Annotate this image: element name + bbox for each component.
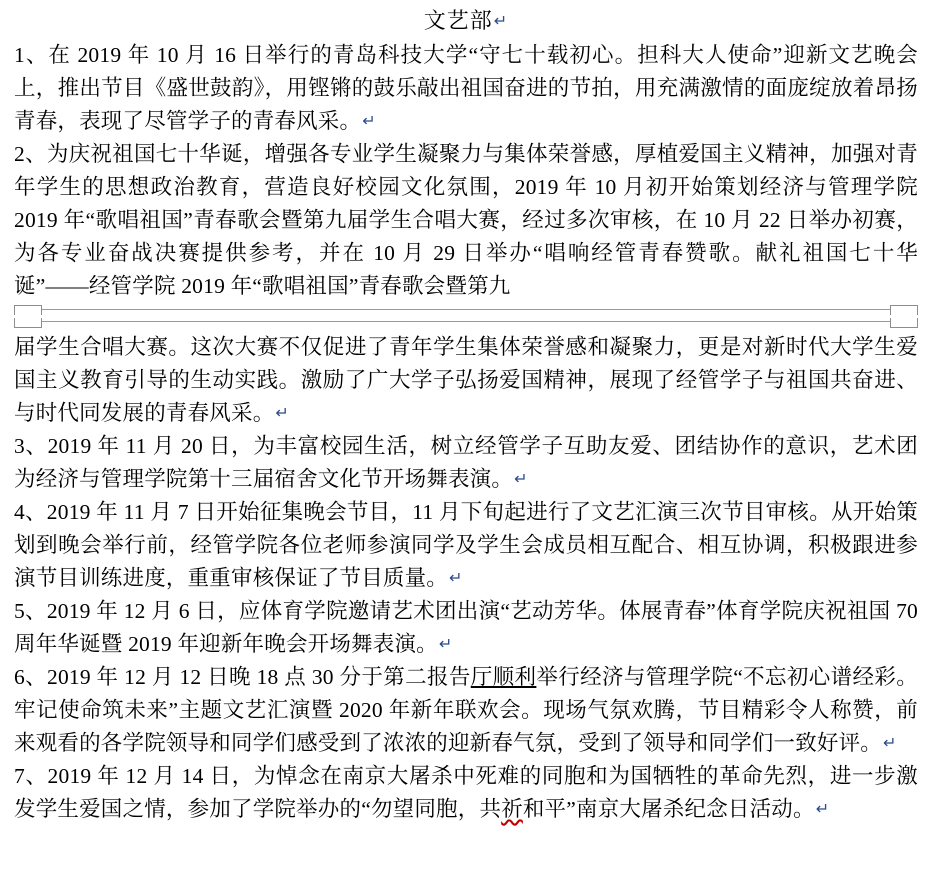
paragraph-5 xyxy=(14,595,918,661)
pilcrow-mark: ↵ xyxy=(438,636,453,653)
paragraph-4 xyxy=(14,496,918,595)
paragraph-segment: 6、2019 年 12 月 12 日晚 18 点 30 分于第二报告 xyxy=(14,665,471,689)
pilcrow-mark: ↵ xyxy=(514,471,528,488)
paragraph-segment: 和平”南京大屠杀纪念日活动。 xyxy=(522,797,815,821)
paragraph-1 xyxy=(14,39,918,138)
page-title-text: 文艺部 xyxy=(423,8,493,33)
margin-mark-top-left xyxy=(14,305,42,315)
pilcrow-mark: ↵ xyxy=(883,735,897,752)
paragraph-segment-spell-error: 祈 xyxy=(501,797,523,821)
paragraph-7 xyxy=(14,760,918,826)
paragraph-3 xyxy=(14,430,918,496)
page-title xyxy=(14,6,918,37)
paragraph-text: 2、为庆祝祖国七十华诞，增强各专业学生凝聚力与集体荣誉感，厚植爱国主义精神，加强对青年学生的思想政治教育，营造良好校园文化氛围，2019 年 10 月初开始策划经济与管理学院 2019 年“歌唱祖国”青春歌会暨第九届学生合唱大赛，经过多次审核，在 10 月 22 日举办初赛，为各专业奋战决赛提供参考，并在 10 月 29 日举办“唱响经管青春赞歌。献礼祖国七十华诞”——经管学院 2019 年“歌唱祖国”青春歌会暨第九 xyxy=(14,142,918,298)
margin-mark-top-right xyxy=(890,305,918,315)
paragraph-2-part-2 xyxy=(14,331,918,430)
paragraph-text: 届学生合唱大赛。这次大赛不仅促进了青年学生集体荣誉感和凝聚力，更是对新时代大学生爱国主义教育引导的生动实践。激励了广大学子弘扬爱国精神，展现了经管学子与祖国共奋进、与时代同发展的青春风采。 xyxy=(14,335,918,425)
pilcrow-mark: ↵ xyxy=(275,405,290,422)
margin-mark-bottom-right xyxy=(890,318,918,328)
paragraph-6 xyxy=(14,661,918,760)
pilcrow-mark: ↵ xyxy=(493,13,509,30)
paragraph-text: 5、2019 年 12 月 6 日，应体育学院邀请艺术团出演“艺动芳华。体展青春”体育学院庆祝祖国 70 周年华诞暨 2019 年迎新年晚会开场舞表演。 xyxy=(14,599,918,656)
paragraph-text: 1、在 2019 年 10 月 16 日举行的青岛科技大学“守七十载初心。担科大人使命”迎新文艺晚会上，推出节目《盛世鼓韵》，用铿锵的鼓乐敲出祖国奋进的节拍，用充满激情的面庞绽放着昂扬青春，表现了尽管学子的青春风采。 xyxy=(14,43,918,133)
paragraph-2-part-1 xyxy=(14,138,918,303)
pilcrow-mark: ↵ xyxy=(449,570,463,587)
page-break-rule-top xyxy=(14,309,918,310)
margin-mark-bottom-left xyxy=(14,318,42,328)
paragraph-text: 4、2019 年 11 月 7 日开始征集晚会节目，11 月下旬起进行了文艺汇演三次节目审核。从开始策划到晚会举行前，经管学院各位老师参演同学及学生会成员相互配合、相互协调，积极跟进参演节目训练进度，重重审核保证了节目质量。 xyxy=(14,500,918,590)
page-break-indicator xyxy=(14,305,918,327)
paragraph-segment-marked: 厅顺利 xyxy=(470,665,537,689)
page-break-rule-bottom xyxy=(14,321,918,322)
paragraph-segment: 举行经济与管理学院“不忘初心谱经彩。牢记使命筑未来”主题文艺汇演暨 2020 年新年联欢会。现场气氛欢腾，节目精彩令人称赞，前来观看的各学院领导和同学们感受到了浓浓的迎新春气氛，受到了领导和同学们一致好评。 xyxy=(14,665,918,755)
pilcrow-mark: ↵ xyxy=(362,113,376,130)
pilcrow-mark: ↵ xyxy=(815,801,830,818)
paragraph-segment: 7、2019 年 12 月 14 日，为悼念在南京大屠杀中死难的同胞和为国牺牲的革命先烈，进一步激发学生爱国之情，参加了学院举办的“勿望同胞，共 xyxy=(14,764,918,821)
paragraph-text: 3、2019 年 11 月 20 日，为丰富校园生活，树立经管学子互助友爱、团结协作的意识，艺术团为经济与管理学院第十三届宿舍文化节开场舞表演。 xyxy=(14,434,918,491)
